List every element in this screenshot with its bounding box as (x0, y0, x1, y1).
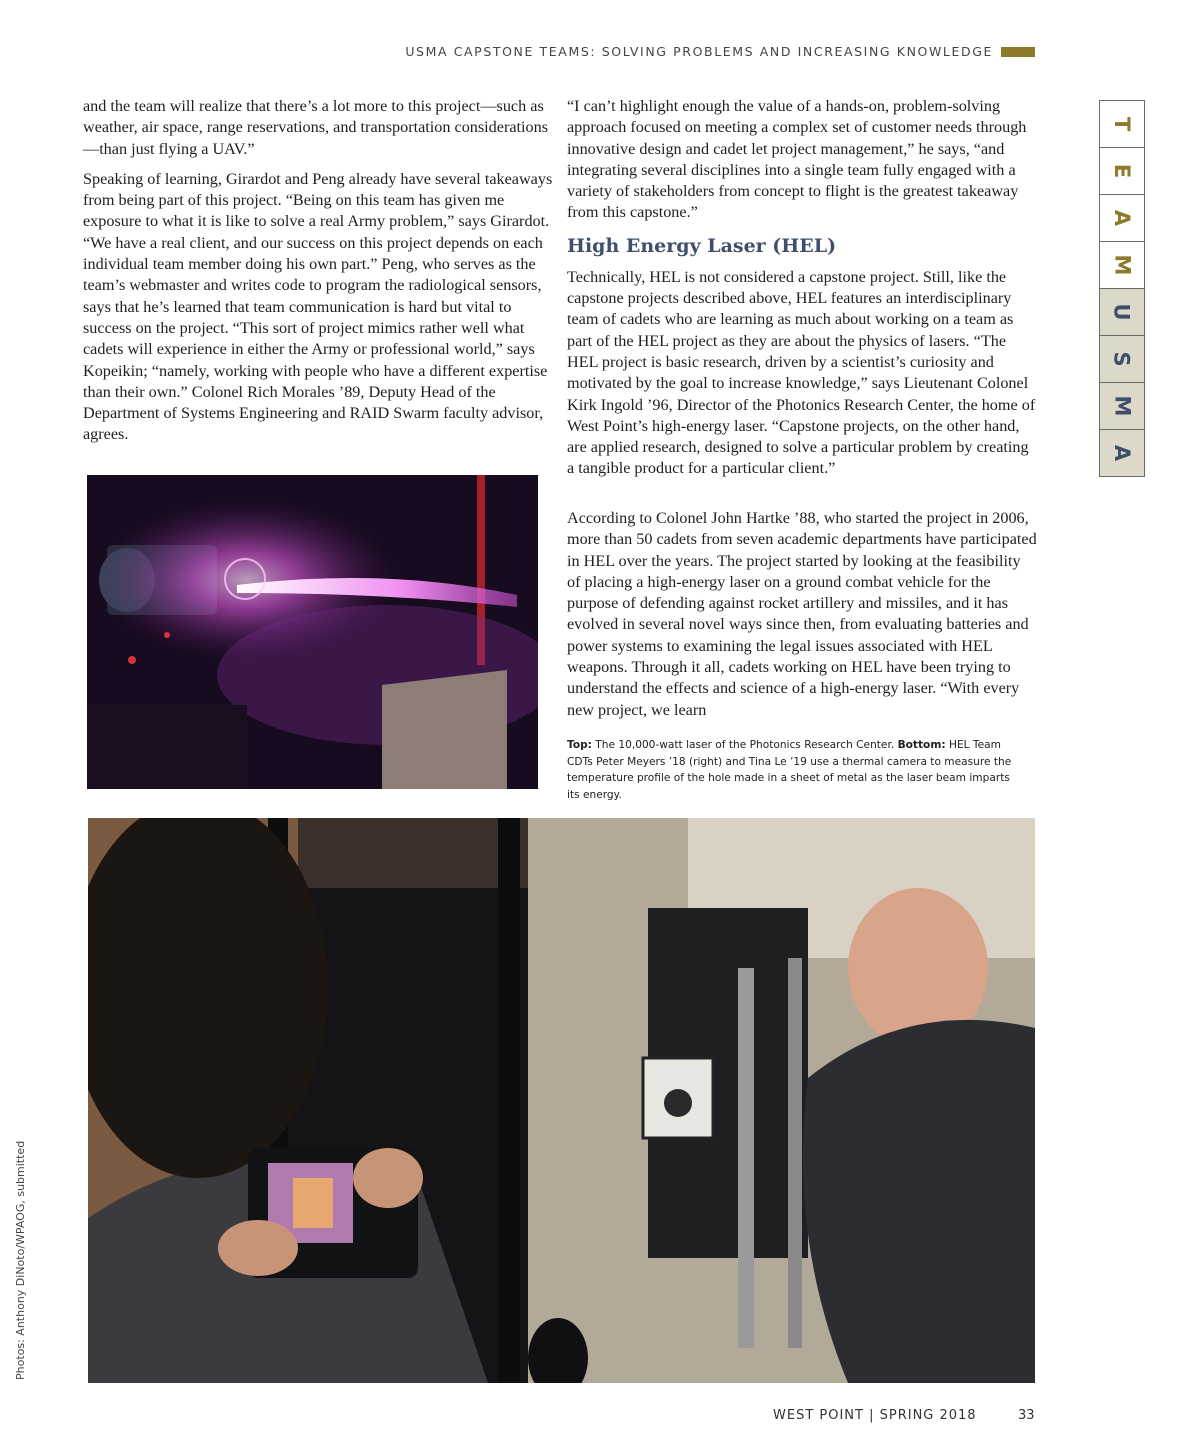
side-tab-usma-m: M (1099, 382, 1145, 429)
photo-credit: Photos: Anthony DiNoto/WPAOG, submitted (14, 1140, 27, 1380)
lab-photo-illustration (88, 818, 1035, 1383)
side-tab-usma-a: A (1099, 429, 1145, 477)
caption-top-text: The 10,000-watt laser of the Photonics Research Center. (591, 739, 898, 751)
side-tab-team-a: A (1099, 194, 1145, 241)
laser-photo-illustration (87, 475, 538, 789)
caption-top-label: Top: (567, 739, 592, 751)
left-column (83, 96, 553, 455)
side-tab-usma-s: S (1099, 335, 1145, 382)
footer-publication: WEST POINT | SPRING 2018 (773, 1408, 977, 1423)
running-head (405, 44, 1035, 59)
left-paragraph-1: and the team will realize that there’s a lot more to this project—such as weather, air space, range reservations, and transportation considerations—than just flying a UAV.” (83, 97, 549, 158)
side-tab-usma-u: U (1099, 288, 1145, 335)
lab-photo (88, 818, 1035, 1383)
right-paragraph-3: According to Colonel John Hartke ’88, who started the project in 2006, more than 50 cadets from seven academic departments have participated in HEL over the years. The project started by looking at the feasibility of placing a high-energy laser on a ground combat vehicle for the purpose of defending against rocket artillery and missiles, and it has evolved in several novel ways since then, from evaluating batteries and power systems to examining the legal issues associated with HEL weapons. Through it all, cadets working on HEL have been trying to understand the effects and science of a high-energy laser. “With every new project, we learn (567, 509, 1037, 719)
right-paragraph-2: Technically, HEL is not considered a capstone project. Still, like the capstone projects described above, HEL features an interdisciplinary team of cadets who are learning as much about working on a team as part of the HEL project as they are about the physics of lasers. “The HEL project is basic research, driven by a scientist’s curiosity and motivated by the goal to increase knowledge,” says Lieutenant Colonel Kirk Ingold ’96, Director of the Photonics Research Center, the home of West Point’s high-energy laser. “Capstone projects, on the other hand, are applied research, designed to solve a particular problem by creating a tangible product for a particular client.” (567, 267, 1036, 478)
side-tab-team-t: T (1099, 100, 1145, 147)
right-paragraph-1: “I can’t highlight enough the value of a hands-on, problem-solving approach focused on meeting a complex set of customer needs through innovative design and cadet let project management,” he says, “and integrating several disciplines into a single team fully engaged with a variety of stakeholders from concept to flight is the greatest takeaway from this capstone.” (567, 97, 1027, 222)
photo-caption (567, 737, 1012, 803)
side-tab-team-m: M (1099, 241, 1145, 288)
laser-photo (87, 475, 538, 789)
running-head-text: USMA CAPSTONE TEAMS: SOLVING PROBLEMS AND INCREASING KNOWLEDGE (405, 44, 993, 59)
section-heading: High Energy Laser (HEL) (567, 234, 837, 257)
section-tabs (1099, 100, 1145, 477)
page-number: 33 (1018, 1408, 1035, 1423)
running-head-bar (1001, 47, 1035, 57)
right-column (567, 96, 1037, 489)
caption-bottom-label: Bottom: (897, 739, 946, 751)
caption-bottom-text: HEL Team CDTs Peter Meyers ’18 (right) and Tina Le ’19 use a thermal camera to measure the temperature profile of the hole made in a sheet of metal as the laser beam imparts its energy. (567, 739, 1012, 801)
right-column-continued (567, 508, 1037, 730)
left-paragraph-2: Speaking of learning, Girardot and Peng already have several takeaways from being part of this project. “Being on this team has given me exposure to what it is like to solve a real Army problem,” says Girardot. “We have a real client, and our success on this project depends on each individual team member doing his own part.” Peng, who serves as the team’s webmaster and writes code to program the radiological sensors, says that he’s learned that team communication is hard but vital to success on the project. “This sort of project mimics rather well what cadets will experience in either the Army or professional world,” says Kopeikin; “namely, working with people who have a different expertise than their own.” Colonel Rich Morales ’89, Deputy Head of the Department of Systems Engineering and RAID Swarm faculty advisor, agrees. (83, 169, 553, 444)
side-tab-team-e: E (1099, 147, 1145, 194)
